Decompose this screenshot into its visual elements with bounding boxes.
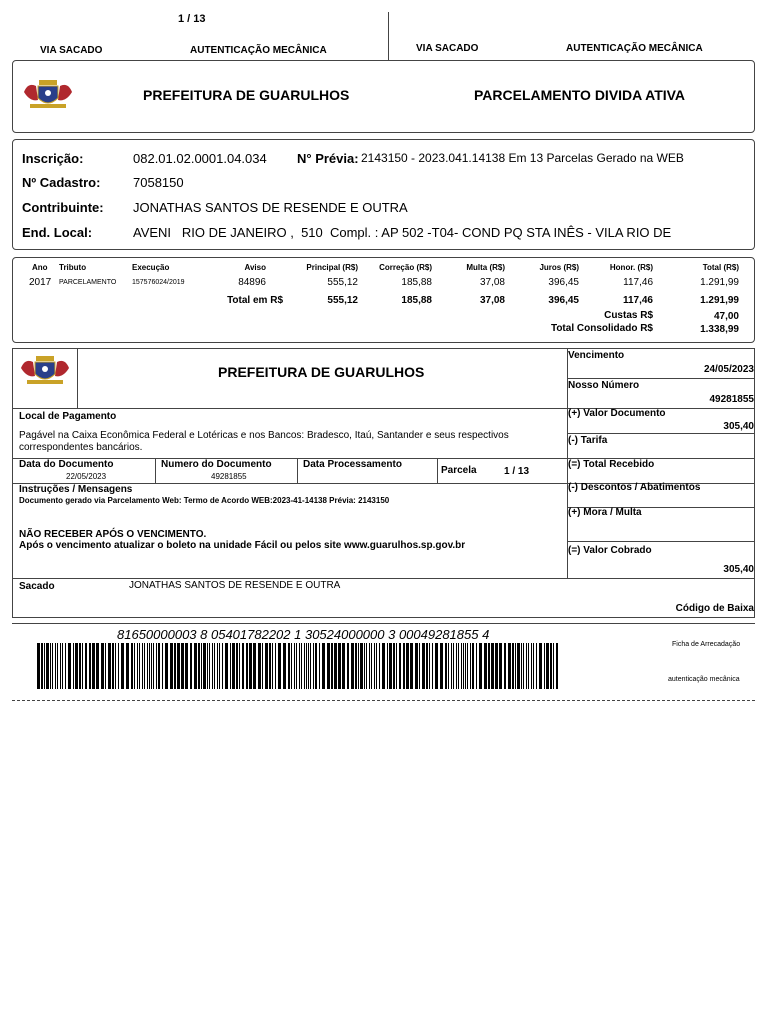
hline-4 xyxy=(12,578,755,579)
barcode-bar xyxy=(415,643,418,689)
barcode-bar xyxy=(236,643,238,689)
barcode-bar xyxy=(149,643,150,689)
barcode-bar xyxy=(508,643,511,689)
barcode-bar xyxy=(495,643,498,689)
col-header-principal: Principal (R$) xyxy=(306,263,358,272)
col-header-correcao: Correção (R$) xyxy=(379,263,432,272)
barcode-bar xyxy=(41,643,43,689)
contribuinte-label: Contribuinte: xyxy=(22,200,104,215)
barcode-bar xyxy=(342,643,345,689)
cut-line xyxy=(12,700,755,701)
barcode-bar xyxy=(387,643,388,689)
rline-6 xyxy=(567,541,755,542)
vencimento-value: 24/05/2023 xyxy=(703,364,754,375)
barcode-bar xyxy=(488,643,490,689)
vencimento-label: Vencimento xyxy=(568,350,625,361)
barcode-bar xyxy=(269,643,271,689)
instrucoes-line-3: Após o vencimento atualizar o boleto na unidade Fácil ou pelos site www.guarulhos.sp.gov.br xyxy=(19,540,466,551)
barcode-bar xyxy=(288,643,290,689)
row-aviso: 84896 xyxy=(238,277,266,288)
barcode-bar xyxy=(75,643,78,689)
barcode-bar xyxy=(379,643,380,689)
barcode-bar xyxy=(294,643,295,689)
valor-cobrado-value: 305,40 xyxy=(723,564,754,575)
numero-documento-label: Numero do Documento xyxy=(161,459,272,470)
col-header-ano: Ano xyxy=(32,263,48,272)
barcode-bar xyxy=(393,643,395,689)
boleto-logo-divider xyxy=(77,348,78,408)
barcode-bar xyxy=(283,643,286,689)
barcode-bar xyxy=(476,643,477,689)
barcode-bar xyxy=(272,643,273,689)
barcode-bar xyxy=(139,643,140,689)
data-documento-value: 22/05/2023 xyxy=(66,472,107,481)
barcode-bar xyxy=(144,643,145,689)
data-processamento-label: Data Processamento xyxy=(303,459,402,470)
barcode-bar xyxy=(92,643,95,689)
barcode-bar xyxy=(62,643,63,689)
barcode-bar xyxy=(531,643,532,689)
barcode-bar xyxy=(112,643,114,689)
barcode-bar xyxy=(553,643,554,689)
barcode-bar xyxy=(453,643,454,689)
local-pagamento-label: Local de Pagamento xyxy=(19,411,117,422)
endereco-value: AVENI RIO DE JANEIRO , 510 Compl. : AP 502 -T04- COND PQ STA INÊS - VILA RIO DE xyxy=(133,225,672,240)
barcode-bar xyxy=(429,643,430,689)
row-ano: 2017 xyxy=(29,277,52,288)
barcode-bar xyxy=(162,643,163,689)
previa-value: 2143150 - 2023.041.14138 Em 13 Parcelas Gerado na WEB xyxy=(361,151,684,165)
barcode-bar xyxy=(68,643,71,689)
barcode-bar xyxy=(347,643,349,689)
barcode-bar xyxy=(37,643,40,689)
barcode-bar xyxy=(338,643,341,689)
barcode-bar xyxy=(198,643,200,689)
barcode-bar xyxy=(275,643,276,689)
barcode-bar xyxy=(472,643,474,689)
row-tributo: PARCELAMENTO xyxy=(59,279,117,286)
barcode-bar xyxy=(315,643,317,689)
barcode-bar xyxy=(151,643,152,689)
barcode-bar xyxy=(217,643,218,689)
barcode-bar xyxy=(360,643,363,689)
col-header-aviso: Aviso xyxy=(244,263,266,272)
barcode-bar xyxy=(225,643,228,689)
city-crest-icon xyxy=(22,78,74,110)
valor-documento-value: 305,40 xyxy=(723,421,754,432)
barcode-bar xyxy=(327,643,330,689)
barcode-bar xyxy=(484,643,487,689)
barcode-bar xyxy=(44,643,45,689)
barcode-bar xyxy=(214,643,215,689)
barcode-bar xyxy=(147,643,148,689)
mora-label: (+) Mora / Multa xyxy=(568,507,642,518)
col-header-execucao: Execução xyxy=(132,263,170,272)
barcode-bar xyxy=(465,643,466,689)
barcode-bar xyxy=(142,643,143,689)
barcode-bar xyxy=(55,643,56,689)
barcode-bar xyxy=(253,643,256,689)
barcode-bar xyxy=(181,643,184,689)
barcode-bar xyxy=(301,643,302,689)
header-box xyxy=(12,60,755,133)
top-divider xyxy=(388,12,389,60)
barcode-bar xyxy=(291,643,292,689)
header-doc-type: PARCELAMENTO DIVIDA ATIVA xyxy=(474,87,686,103)
barcode-bar xyxy=(544,643,545,689)
barcode-bar xyxy=(153,643,154,689)
barcode-bar xyxy=(242,643,244,689)
barcode-bar xyxy=(419,643,420,689)
barcode-bar xyxy=(536,643,537,689)
barcode-bar xyxy=(46,643,49,689)
barcode-bar xyxy=(158,643,160,689)
descontos-label: (-) Descontos / Abatimentos xyxy=(568,482,701,493)
barcode-bar xyxy=(369,643,370,689)
row-execucao: 157576024/2019 xyxy=(132,279,185,286)
barcode-bar xyxy=(258,643,261,689)
barcode-bar xyxy=(246,643,248,689)
barcode-bar xyxy=(355,643,357,689)
barcode-bar xyxy=(105,643,106,689)
vline-date-3 xyxy=(437,458,438,483)
barcode-bar xyxy=(232,643,235,689)
barcode-bar xyxy=(528,643,529,689)
barcode-bar xyxy=(89,643,91,689)
boleto-org-title: PREFEITURA DE GUARULHOS xyxy=(218,364,425,380)
total-label: Total em R$ xyxy=(227,295,283,306)
previa-label: N° Prévia: xyxy=(297,151,359,166)
barcode-bar xyxy=(403,643,405,689)
codigo-baixa-label: Código de Baixa xyxy=(675,603,754,614)
right-via-sacado: VIA SACADO xyxy=(416,43,479,54)
barcode-bar xyxy=(432,643,433,689)
total-correcao: 185,88 xyxy=(401,295,432,306)
consolidado-label: Total Consolidado R$ xyxy=(550,323,653,334)
barcode-bar xyxy=(319,643,320,689)
right-autenticacao: AUTENTICAÇÃO MECÂNICA xyxy=(566,43,703,54)
digitable-line: 81650000003 8 05401782202 1 30524000000 3 00049281855 4 xyxy=(117,627,490,642)
valor-cobrado-label: (=) Valor Cobrado xyxy=(568,545,652,556)
data-documento-label: Data do Documento xyxy=(19,459,114,470)
barcode-bar xyxy=(376,643,377,689)
barcode-bar xyxy=(131,643,133,689)
taxpayer-info-box xyxy=(12,139,755,250)
barcode-bar xyxy=(207,643,208,689)
col-header-total: Total (R$) xyxy=(702,263,739,272)
barcode-bar xyxy=(546,643,549,689)
contribuinte-value: JONATHAS SANTOS DE RESENDE E OUTRA xyxy=(133,200,408,215)
row-honor: 117,46 xyxy=(623,277,653,288)
barcode-bar xyxy=(406,643,409,689)
barcode-bar xyxy=(201,643,202,689)
barcode-bar xyxy=(60,643,61,689)
barcode-bar xyxy=(126,643,129,689)
barcode-bar xyxy=(351,643,354,689)
debt-table-box xyxy=(12,257,755,343)
barcode-bar xyxy=(73,643,74,689)
endereco-label: End. Local: xyxy=(22,225,93,240)
barcode-bar xyxy=(308,643,309,689)
local-pagamento-text: Pagável na Caixa Econômica Federal e Lotéricas e nos Bancos: Bradesco, Itaú, Santander e seus respectivos correspondentes bancários. xyxy=(19,430,509,453)
row-multa: 37,08 xyxy=(479,277,505,288)
barcode-bar xyxy=(374,643,375,689)
barcode-bar xyxy=(50,643,51,689)
barcode-bar xyxy=(461,643,462,689)
barcode-bar xyxy=(504,643,506,689)
barcode-bar xyxy=(491,643,494,689)
barcode-bar xyxy=(358,643,359,689)
barcode-bar xyxy=(299,643,300,689)
barcode-bar xyxy=(239,643,240,689)
barcode-bar xyxy=(118,643,119,689)
barcode-bar xyxy=(533,643,534,689)
cadastro-value: 7058150 xyxy=(133,175,184,190)
rline-3 xyxy=(567,433,755,434)
barcode-bar xyxy=(82,643,83,689)
custas-value: 47,00 xyxy=(713,311,739,322)
cadastro-label: Nº Cadastro: xyxy=(22,175,101,190)
barcode-bar xyxy=(177,643,180,689)
nosso-numero-value: 49281855 xyxy=(709,394,754,405)
barcode-bar xyxy=(331,643,333,689)
vline-date-2 xyxy=(297,458,298,483)
barcode-bar xyxy=(52,643,53,689)
row-juros: 396,45 xyxy=(548,277,579,288)
vline-date-1 xyxy=(155,458,156,483)
barcode-bar xyxy=(521,643,522,689)
hline-1 xyxy=(12,408,568,409)
barcode-bar xyxy=(451,643,452,689)
barcode-bar xyxy=(448,643,449,689)
col-header-juros: Juros (R$) xyxy=(539,263,579,272)
instrucoes-label: Instruções / Mensagens xyxy=(19,484,133,495)
barcode-bar xyxy=(426,643,428,689)
col-header-honor: Honor. (R$) xyxy=(609,263,653,272)
barcode-bar xyxy=(174,643,176,689)
barcode-bar xyxy=(115,643,116,689)
barcode-bar xyxy=(79,643,81,689)
barcode-bar xyxy=(371,643,372,689)
barcode-bar xyxy=(399,643,401,689)
consolidado-value: 1.338,99 xyxy=(700,324,739,335)
total-recebido-label: (=) Total Recebido xyxy=(568,459,655,470)
page-counter: 1 / 13 xyxy=(178,13,206,25)
sacado-label: Sacado xyxy=(19,581,55,592)
ficha-arrecadacao-label: Ficha de Arrecadação xyxy=(672,641,741,648)
barcode-bar xyxy=(550,643,552,689)
barcode-bar xyxy=(435,643,438,689)
barcode-bar xyxy=(249,643,252,689)
barcode-bar xyxy=(165,643,168,689)
autenticacao-mecanica-label: autenticação mecânica xyxy=(668,676,740,683)
barcode-bar xyxy=(194,643,197,689)
barcode-bar xyxy=(203,643,206,689)
barcode-bar xyxy=(382,643,385,689)
barcode-bar xyxy=(185,643,188,689)
sacado-value: JONATHAS SANTOS DE RESENDE E OUTRA xyxy=(129,580,341,591)
barcode-bar xyxy=(310,643,311,689)
barcode-bar xyxy=(101,643,104,689)
barcode-bar xyxy=(515,643,516,689)
barcode-bar xyxy=(296,643,297,689)
barcode-bar xyxy=(479,643,482,689)
barcode-bar xyxy=(209,643,210,689)
row-correcao: 185,88 xyxy=(401,277,432,288)
header-org-title: PREFEITURA DE GUARULHOS xyxy=(143,87,350,103)
barcode-top-line xyxy=(12,623,755,624)
custas-label: Custas R$ xyxy=(604,310,653,321)
inscricao-label: Inscrição: xyxy=(22,151,84,166)
barcode-bar xyxy=(134,643,135,689)
barcode-bar xyxy=(219,643,220,689)
barcode-image xyxy=(37,643,562,689)
instrucoes-line-2: NÃO RECEBER APÓS O VENCIMENTO. xyxy=(19,529,207,540)
total-honor: 117,46 xyxy=(622,295,653,306)
barcode-bar xyxy=(108,643,111,689)
barcode-bar xyxy=(313,643,314,689)
nosso-numero-label: Nosso Número xyxy=(568,380,640,391)
row-total: 1.291,99 xyxy=(700,277,739,288)
inscricao-value: 082.01.02.0001.04.034 xyxy=(133,151,267,166)
barcode-bar xyxy=(422,643,425,689)
numero-documento-value: 49281855 xyxy=(211,472,247,481)
barcode-bar xyxy=(65,643,66,689)
row-principal: 555,12 xyxy=(327,277,358,288)
barcode-bar xyxy=(556,643,558,689)
boleto-crest-icon xyxy=(19,354,71,386)
col-header-multa: Multa (R$) xyxy=(466,263,505,272)
barcode-bar xyxy=(85,643,87,689)
barcode-bar xyxy=(156,643,157,689)
barcode-bar xyxy=(523,643,524,689)
left-autenticacao: AUTENTICAÇÃO MECÂNICA xyxy=(190,45,327,56)
total-total: 1.291,99 xyxy=(700,295,739,306)
barcode-bar xyxy=(458,643,459,689)
total-principal: 555,12 xyxy=(327,295,358,306)
barcode-bar xyxy=(304,643,305,689)
barcode-bar xyxy=(96,643,99,689)
barcode-bar xyxy=(517,643,520,689)
barcode-bar xyxy=(322,643,325,689)
parcela-value: 1 / 13 xyxy=(504,466,530,477)
barcode-bar xyxy=(366,643,367,689)
valor-documento-label: (+) Valor Documento xyxy=(568,408,666,419)
barcode-bar xyxy=(467,643,468,689)
barcode-bar xyxy=(265,643,268,689)
barcode-bar xyxy=(539,643,542,689)
barcode-bar xyxy=(190,643,192,689)
barcode-bar xyxy=(512,643,514,689)
barcode-bar xyxy=(396,643,397,689)
barcode-bar xyxy=(526,643,527,689)
barcode-bar xyxy=(456,643,457,689)
barcode-bar xyxy=(137,643,138,689)
parcela-label: Parcela xyxy=(441,465,477,476)
barcode-bar xyxy=(278,643,281,689)
barcode-bar xyxy=(262,643,263,689)
barcode-bar xyxy=(212,643,213,689)
barcode-bar xyxy=(445,643,447,689)
barcode-bar xyxy=(170,643,173,689)
barcode-bar xyxy=(230,643,231,689)
col-header-tributo: Tributo xyxy=(59,263,87,272)
barcode-bar xyxy=(121,643,124,689)
barcode-bar xyxy=(306,643,307,689)
tarifa-label: (-) Tarifa xyxy=(568,435,608,446)
barcode-bar xyxy=(57,643,58,689)
left-via-sacado: VIA SACADO xyxy=(40,45,103,56)
barcode-bar xyxy=(470,643,471,689)
barcode-bar xyxy=(499,643,502,689)
barcode-bar xyxy=(222,643,223,689)
barcode-bar xyxy=(334,643,337,689)
barcode-bar xyxy=(410,643,413,689)
barcode-bar xyxy=(389,643,392,689)
barcode-bar xyxy=(463,643,464,689)
barcode-bar xyxy=(364,643,365,689)
instrucoes-line-1: Documento gerado via Parcelamento Web: Termo de Acordo WEB:2023-41-14138 Prévia: 2143150 xyxy=(19,496,390,505)
rline-1 xyxy=(567,378,755,379)
total-juros: 396,45 xyxy=(548,295,579,306)
barcode-bar xyxy=(440,643,443,689)
total-multa: 37,08 xyxy=(479,295,505,306)
